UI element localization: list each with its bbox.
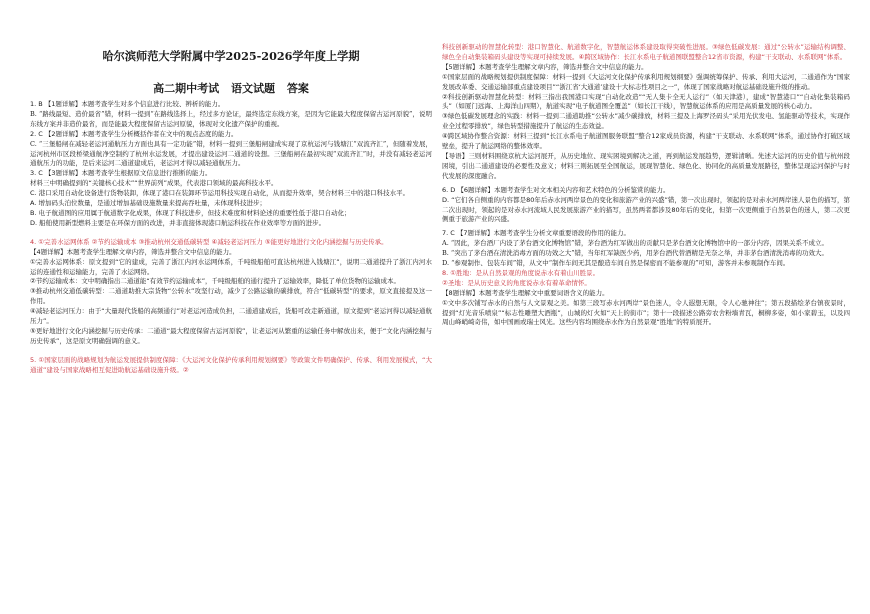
answer-paragraph: 材料三中明确提到的“关键核心技术”“世界前列”成果，代表港口领域的最高科技水平。 [30,179,278,188]
answer-paragraph: 1. B 【1题详解】本题考查学生对多个信息进行比较、辨析的能力。 [30,100,225,108]
answer-paragraph: 【8题详解】本题考查学生理解文中重要词语含义的能力。 [442,288,609,297]
answer-paragraph: 7. C 【7题详解】本题考查学生分析文章重要语段的作用的能力。 [442,229,631,238]
answer-paragraph: B. “突出了茅台酒在清洗消毒方面的功效之大”错，当年红军缺医少药，用茅台酒代替酒精是无奈之举，并非茅台酒清洗消毒的功效大。 [442,249,829,258]
answer-paragraph: ④减轻老运河压力：由于“大量现代货船的高频通行”对老运河造成负担，二通道建成后，货船可改走新通道，原文提到“老运河得以减轻通航压力”。 [30,307,432,326]
answer-paragraph: C. 港口采用自动化设备进行货物装卸，体现了港口在装卸环节运用科技实现自动化，从而提升效率，契合材料三中的港口科技水平。 [30,189,410,198]
answer-paragraph: ②科技创新驱动智慧化转型：材料三指出我国港口实现“自动化改造”“无人集卡全无人运行”（如天津港），建成“智慧港口”“自动化集装箱码头”（如厦门远海、上海洋山四期），航道实现“电子航道图全覆盖”（如长江干线），智慧航运体系的应用是高质量发展的核心动力。 [442,92,850,111]
spacer [30,229,432,238]
answer-paragraph: B. “路线最短、造价最省”错，材料一提到“在路线选择上，经过多方论证，最终选定东线方案，是因为它能最大程度保留古运河原貌”，说明东线方案并非造价最省，而是能最大程度保留古运河原貌，体现对文化遗产保护的重视。 [30,109,432,128]
answer-paragraph: D. 船舶使用新型燃料主要是在环保方面的改进，并非直接体现港口航运科技在作业效率等方面的进步。 [30,218,326,227]
answer-paragraph: ⑤更好地进行文化内涵挖掘与历史传承：二通道“最大程度保留古运河原貌”，让老运河从繁重的运输任务中解放出来，便于“文化内涵挖掘与历史传承”，这是原文明确强调的意义。 [30,326,432,345]
answer-paragraph: C. “三堡船闸在减轻老运河通航压力方面也具有一定功能”错，材料一提到三堡船闸建成实现了京杭运河与钱塘江“双流齐汇”，但随着发展，运河杭州市区段桥梁通航净空制约了杭州水运发展，才提出建设运河二通道的设想。三堡船闸在最初实现“双流齐汇”时，并没有减轻老运河通航压力的功能，是后来运河二通道建成后，老运河才得以减轻通航压力。 [30,139,432,168]
answer-paragraph: B. 电子航道图的应用属于航道数字化成果，体现了科技进步，但技术难度和材料论述的重要性低于港口自动化； [30,208,351,217]
answer-paragraph: ③绿色低碳发展理念的实践：材料一提到二通道助推“公转水”减少碳排放，材料三提及上海罗泾码头“采用光伏发电、氢能驱动等技术，实现作业全过程零排放”，绿色转型措施提升了航运的生态效益。 [442,112,850,131]
answer-key: 5. ①国家层面的战略规划为航运发展提供制度保障：《大运河文化保护传承利用规划纲要》等政策文件明确保护、传承、利用发展模式，“大通道”建设与国家战略相互促进助航运基础设施升级。② [30,355,432,374]
answer-paragraph: D. “它们各自侧重的内容都是80年后赤水河两岸景色的变化和旅游产业的兴盛”错，第一次出现时，领起的是对赤水河两岸迷人景色的描写，第二次出现时，领起的是对赤水河流域人民发展旅游产业的描写，虽然两者都涉及80年后的变化，但第一次更侧重于自然景色的迷人，第二次更侧重于旅游产业的兴盛。 [442,195,850,224]
answer-paragraph: ②节约运输成本：文中明确指出二通道能“有效节约运输成本”，千吨级船舶的通行提升了运输效率，降低了单位货物的运输成本。 [30,277,401,286]
answer-paragraph: ④跨区域协作整合资源：材料三提到“长江水系电子航道图服务联盟”整合12家成员资源，构建“干支联动、水系联网”体系，通过协作打破区域壁垒，提升了航运网络的整体效率。 [442,132,850,151]
answer-key: 8. ①胜地：是从自然景观的角度说赤水有着山川胜景。 [442,268,600,277]
answer-key: 科技创新驱动的智慧化转型：港口智慧化、航道数字化，智慧航运体系建设取得突破性进展。③绿色低碳发展：通过“公转水”运输结构调整、绿色全自动集装箱码头建设等实现可持续发展。④跨区域协作：长江水系电子航道图联盟整合12省市资源，构建“干支联动、水系联网”体系。 [442,43,850,61]
page-title: 哈尔滨师范大学附属中学2025-2026学年度上学期 [102,49,360,63]
answer-paragraph: 3. C 【3题详解】本题考查学生根据原文信息进行推断的能力。 [30,169,212,178]
answer-key: 4. ①完善水运网体系 ②节约运输成本 ③推动杭州交通低碳转型 ④减轻老运河压力 ⑤能更好地进行文化内涵挖掘与历史传承。 [30,237,388,246]
answer-paragraph: 【4题详解】本题考查学生理解文章内容，筛选并整合文中信息的能力。 [30,247,236,256]
answer-paragraph: 【5题详解】本题考查学生理解文章内容，筛选并整合文中信息的能力。 [442,62,648,71]
spacer [30,347,432,356]
page-subtitle: 高二期中考试 语文试题 答案 [153,82,309,95]
answer-paragraph: 2. C 【2题详解】本题考查学生分析概括作者在文中的观点态度的能力。 [30,129,238,138]
answer-paragraph: ①完善水运网体系：原文提到“它的建成，完善了浙江内河水运网体系，千吨级船舶可直达杭州进入钱塘江”，说明二通道提升了浙江内河水运的连通性和运输能力，完善了水运网络。 [30,257,432,276]
answer-paragraph: A. “因此，茅台酒厂内设了茅台酒文化博物馆”错，茅台酒为红军做出的贡献只是茅台酒文化博物馆中的一部分内容，因果关系不成立。 [442,239,828,248]
answer-paragraph: ③推动杭州交通低碳转型：二通道助推大宗货物“公转水”攻坚行动，减少了公路运输的碳排放，符合“低碳转型”的要求，原文直接提及这一作用。 [30,287,432,306]
answer-paragraph: ①国家层面的战略规划提供制度保障：材料一提到《大运河文化保护传承利用规划纲要》强调统筹保护、传承、利用大运河，二通道作为“国家发展改革委、交通运输部重点建设项目”“浙江省‘大通道’建设十大标志性项目之一”，体现了国家战略对航运基础设施升级的推动。 [442,72,850,91]
answer-paragraph: 【导语】三则材料围绕京杭大运河展开，从历史地位、现实困境到解决之道，再到航运发展趋势，逻辑清晰。先述大运河的历史价值与杭州段困境，引出二通道建设的必要性及意义；材料三则拓展至全国航运，展现智慧化、绿色化、协同化的高质量发展路径，整体呈现运河保护与时代发展的深度融合。 [442,151,850,180]
left-column [30,100,432,376]
answer-paragraph: ①文中多次铺写赤水的自然与人文景观之美。如第三段写赤水河两岸“景色迷人，令人遐想无限，令人心驰神往”；第五段描绘茅台镇夜景时，提到“灯光音乐喷泉”“标志性雕塑大酒瓶”，山城的灯火如“天上的街市”；第十一段描述公路旁农舍粉墙青瓦，桐柳多姿，如小家碧玉，以及四周山峰峭崎奇伟，如中国画或瑞士风光。这些内容均围绕赤水作为自然景观“胜地”的特质展开。 [442,298,850,327]
answer-paragraph: D. “参观制作、包装车间”错，从文中“制作车间无其是酿造车间自然是保密而不能参观的”可知，游客并未参观制作车间。 [442,259,790,268]
answer-paragraph: 6. D 【6题详解】本题考查学生对文本相关内容和艺术特色的分析鉴赏的能力。 [442,185,670,194]
answer-paragraph: A. 增加码头泊位数量，是通过增加基础设施数量来提高吞吐量，未体现科技进步； [30,199,266,208]
answer-key: ②圣地：是从历史意义的角度说赤水有着革命情怀。 [442,278,591,287]
right-column [442,43,850,328]
